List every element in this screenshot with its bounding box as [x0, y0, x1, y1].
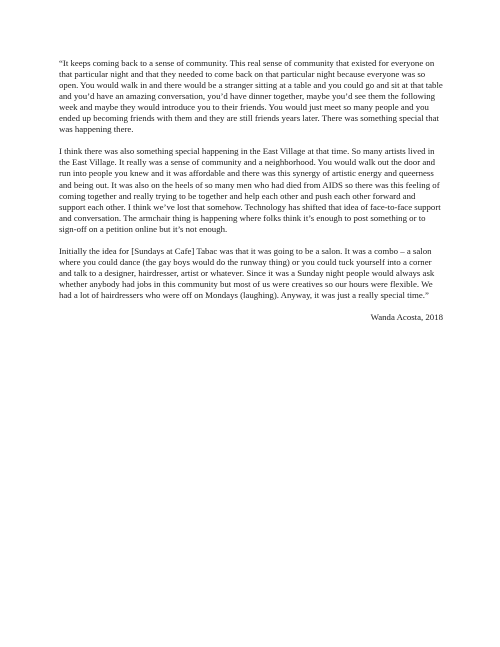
document-page [59, 58, 443, 323]
quote-paragraph-3: Initially the idea for [Sundays at Cafe] Tabac was that it was going to be a salon. It was a combo – a salon where you could dance (the gay boys would do the runway thing) or you could tuck yourself into a corner and talk to a designer, hairdresser, artist or whatever. Since it was a Sunday night people would always ask whether anybody had jobs in this community but most of us were creatives so our hours were flexible. We had a lot of hairdressers who were off on Mondays (laughing). Anyway, it was just a really special time.” [59, 245, 435, 300]
attribution: Wanda Acosta, 2018 [370, 312, 443, 323]
quote-paragraph-2: I think there was also something special happening in the East Village at that time. So many artists lived in the East Village. It really was a sense of community and a neighborhood. You would walk out the door and run into people you knew and it was affordable and there was this synergy of artistic energy and queerness and being out. It was also on the heels of so many men who had died from AIDS so there was this feeling of coming together and really trying to be together and help each other and push each other forward and support each other. I think we’ve lost that somehow. Technology has shifted that idea of face-to-face support and conversation. The armchair thing is happening where folks think it’s enough to post something or to sign-off on a petition online but it’s not enough. [59, 146, 441, 234]
quote-paragraph-1: “It keeps coming back to a sense of community. This real sense of community that existed for everyone on that particular night and that they needed to come back on that particular night because everyone was so open. You would walk in and there would be a stranger sitting at a table and you could go and sit at that table and you’d have an amazing conversation, you’d have dinner together, maybe you’d see them the following week and maybe they would introduce you to their friends. You would just meet so many people and you ended up becoming friends with them and they are still friends years later. There was something special that was happening there. [59, 58, 443, 135]
